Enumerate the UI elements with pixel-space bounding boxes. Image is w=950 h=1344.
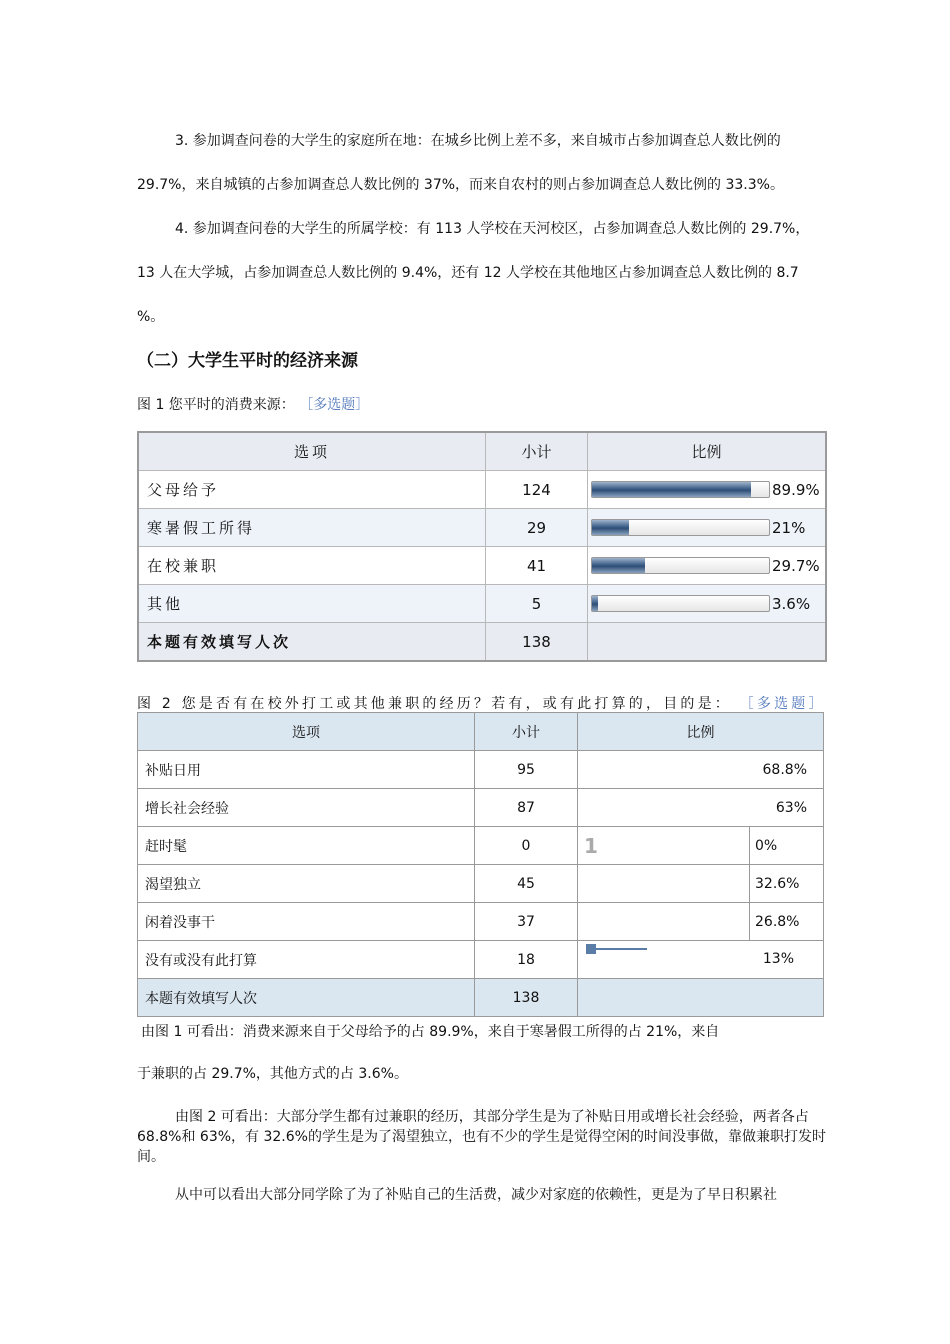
analysis-figure1: 由图 1 可看出：消费来源来自于父母给予的占 89.9%，来自于寒暑假工所得的占 21%，来自 [141, 1024, 720, 1040]
figure2-count: 37 [475, 903, 578, 941]
figure1-option: 父母给予 [147, 481, 220, 499]
figure2-count: 18 [475, 941, 578, 979]
percent-bar [591, 595, 770, 612]
figure2-row [138, 865, 824, 903]
figure1-percent-cell [587, 585, 825, 622]
figure2-glyph: 1 [584, 833, 598, 858]
figure2-option: 赶时髦 [138, 827, 475, 865]
figure1-count: 41 [485, 547, 587, 584]
paragraph-school: 4. 参加调查问卷的大学生的所属学校：有 113 人学校在天河校区，占参加调查总人数比例的 29.7%， [175, 221, 810, 237]
figure2-option: 渴望独立 [138, 865, 475, 903]
figure2-row [138, 751, 824, 789]
figure2-tag: ［多选题］ [739, 696, 826, 712]
figure2-option: 没有或没有此打算 [138, 941, 475, 979]
figure1-header-row [139, 433, 825, 470]
figure1-row [139, 584, 825, 622]
analysis-figure1-cont: 于兼职的占 29.7%，其他方式的占 3.6%。 [137, 1066, 408, 1082]
mini-bar-graphic [585, 942, 655, 956]
percent-bar-fill [592, 482, 751, 497]
figure2-header-count: 小计 [475, 713, 578, 751]
figure1-header-percent: 比例 [587, 433, 825, 470]
percent-bar-fill [592, 558, 645, 573]
analysis-figure2: 由图 2 可看出：大部分学生都有过兼职的经历，其部分学生是为了补贴日用或增长社会经验，两者各占 68.8%和 63%，有 32.6%的学生是为了渴望独立，也有不少的学生是觉得空闲的时间没事做，靠做兼职打发时间。 [137, 1109, 826, 1165]
percent-bar [591, 519, 770, 536]
figure1-percent-cell [587, 547, 825, 584]
paragraph-school-end: %。 [137, 309, 165, 325]
figure1-percent: 3.6% [772, 594, 811, 613]
figure1-footer-empty [587, 623, 825, 660]
percent-bar-fill [592, 596, 598, 611]
figure2-count: 87 [475, 789, 578, 827]
figure2-option: 闲着没事干 [138, 903, 475, 941]
section-heading: （二）大学生平时的经济来源 [137, 351, 358, 371]
figure2-footer-label: 本题有效填写人次 [138, 979, 475, 1017]
figure2-footer-empty [578, 979, 824, 1017]
figure1-caption-text: 图 1 您平时的消费来源： [137, 397, 295, 413]
figure2-percent: 32.6% [750, 865, 824, 903]
figure2-caption-text: 图 2 您是否有在校外打工或其他兼职的经历？若有，或有此打算的，目的是： [137, 696, 733, 712]
figure2-percent: 68.8% [578, 751, 824, 789]
figure2-bar-cell [578, 903, 750, 941]
percent-bar [591, 557, 770, 574]
figure1-count: 29 [485, 509, 587, 546]
figure1-footer-row [139, 622, 825, 660]
figure2-option: 补贴日用 [138, 751, 475, 789]
figure2-table [137, 712, 824, 1017]
figure2-percent: 63% [578, 789, 824, 827]
figure1-percent: 29.7% [772, 556, 820, 575]
figure2-header-option: 选项 [138, 713, 475, 751]
figure2-bar-cell [578, 865, 750, 903]
figure2-option: 增长社会经验 [138, 789, 475, 827]
figure1-row [139, 508, 825, 546]
figure2-row [138, 827, 824, 865]
figure2-count: 0 [475, 827, 578, 865]
figure2-header-percent: 比例 [578, 713, 824, 751]
figure1-count: 124 [485, 471, 587, 508]
percent-bar [591, 481, 770, 498]
figure1-count: 5 [485, 585, 587, 622]
figure1-option: 在校兼职 [147, 557, 220, 575]
figure2-percent: 0% [750, 827, 824, 865]
percent-bar-fill [592, 520, 629, 535]
figure1-percent-cell [587, 509, 825, 546]
paragraph-school-cont: 13 人在大学城，占参加调查总人数比例的 9.4%，还有 12 人学校在其他地区占参加调查总人数比例的 8.7 [137, 265, 799, 281]
figure2-count: 45 [475, 865, 578, 903]
figure2-row [138, 941, 824, 979]
figure1-option: 寒暑假工所得 [147, 519, 256, 537]
figure2-header-row [138, 713, 824, 751]
figure2-percent: 26.8% [750, 903, 824, 941]
conclusion-paragraph: 从中可以看出大部分同学除了为了补贴自己的生活费，减少对家庭的依赖性，更是为了早日积累社 [175, 1187, 777, 1203]
figure1-percent-cell [587, 471, 825, 508]
figure1-header-count: 小计 [485, 433, 587, 470]
figure2-percent: 13% [762, 951, 794, 967]
figure2-count: 95 [475, 751, 578, 789]
figure1-option: 其他 [147, 595, 184, 613]
paragraph-hometown-cont: 29.7%，来自城镇的占参加调查总人数比例的 37%，而来自农村的则占参加调查总人数比例的 33.3%。 [137, 177, 784, 193]
figure2-row [138, 903, 824, 941]
figure2-bar-cell [578, 827, 750, 865]
paragraph-hometown: 3. 参加调查问卷的大学生的家庭所在地：在城乡比例上差不多，来自城市占参加调查总人数比例的 [175, 133, 781, 149]
figure1-header-option: 选项 [293, 443, 330, 461]
figure2-percent-cell [578, 941, 824, 979]
mini-bar-marker [586, 944, 596, 954]
figure1-footer-count: 138 [485, 623, 587, 660]
figure1-tag: ［多选题］ [299, 397, 370, 413]
figure1-caption [137, 394, 369, 414]
figure2-footer-row [138, 979, 824, 1017]
figure1-percent: 89.9% [772, 480, 820, 499]
figure2-caption [137, 693, 826, 713]
figure1-percent: 21% [772, 518, 806, 537]
figure1-footer-label: 本题有效填写人次 [147, 633, 292, 651]
figure1-row [139, 470, 825, 508]
figure1-table [137, 431, 827, 662]
figure2-row [138, 789, 824, 827]
figure1-row [139, 546, 825, 584]
figure2-footer-count: 138 [475, 979, 578, 1017]
